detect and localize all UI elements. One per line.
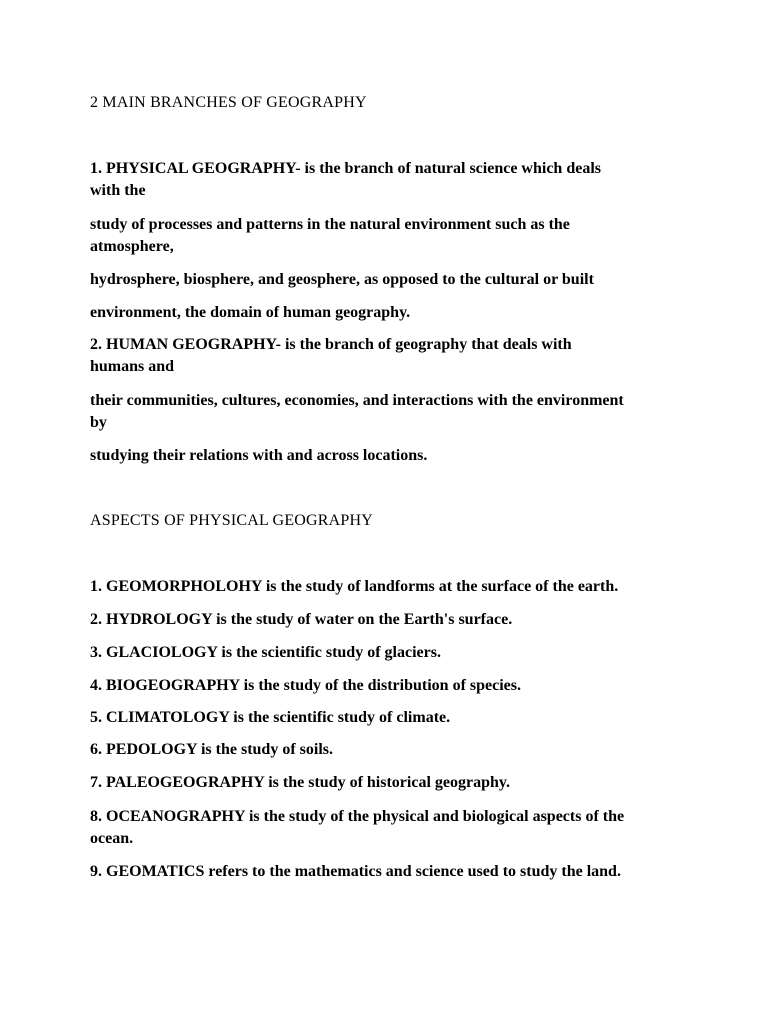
aspect-item-continuation: ocean. [90, 830, 134, 847]
physical-geography-line-4: atmosphere, [90, 238, 174, 255]
human-geography-line-1: 2. HUMAN GEOGRAPHY- is the branch of geography that deals with [90, 336, 572, 353]
aspect-item: 4. BIOGEOGRAPHY is the study of the distribution of species. [90, 677, 521, 694]
physical-geography-line-1: 1. PHYSICAL GEOGRAPHY- is the branch of natural science which deals [90, 160, 601, 177]
aspect-item: 7. PALEOGEOGRAPHY is the study of historical geography. [90, 774, 511, 791]
human-geography-line-2: humans and [90, 358, 175, 375]
aspects-heading: ASPECTS OF PHYSICAL GEOGRAPHY [90, 512, 374, 529]
aspect-item: 2. HYDROLOGY is the study of water on the Earth's surface. [90, 611, 513, 628]
physical-geography-line-6: environment, the domain of human geography. [90, 304, 411, 321]
main-heading: 2 MAIN BRANCHES OF GEOGRAPHY [90, 94, 367, 111]
aspect-item: 5. CLIMATOLOGY is the scientific study of climate. [90, 709, 451, 726]
aspect-item: 1. GEOMORPHOLOHY is the study of landforms at the surface of the earth. [90, 578, 619, 595]
physical-geography-line-2: with the [90, 182, 146, 199]
aspect-item: 8. OCEANOGRAPHY is the study of the physical and biological aspects of the [90, 808, 625, 825]
human-geography-line-4: by [90, 414, 107, 431]
physical-geography-line-3: study of processes and patterns in the natural environment such as the [90, 216, 570, 233]
physical-geography-line-5: hydrosphere, biosphere, and geosphere, as opposed to the cultural or built [90, 271, 594, 288]
aspect-item: 9. GEOMATICS refers to the mathematics and science used to study the land. [90, 863, 621, 880]
human-geography-line-3: their communities, cultures, economies, and interactions with the environment [90, 392, 624, 409]
aspect-item: 3. GLACIOLOGY is the scientific study of glaciers. [90, 644, 441, 661]
human-geography-line-5: studying their relations with and across locations. [90, 447, 428, 464]
aspect-item: 6. PEDOLOGY is the study of soils. [90, 741, 333, 758]
